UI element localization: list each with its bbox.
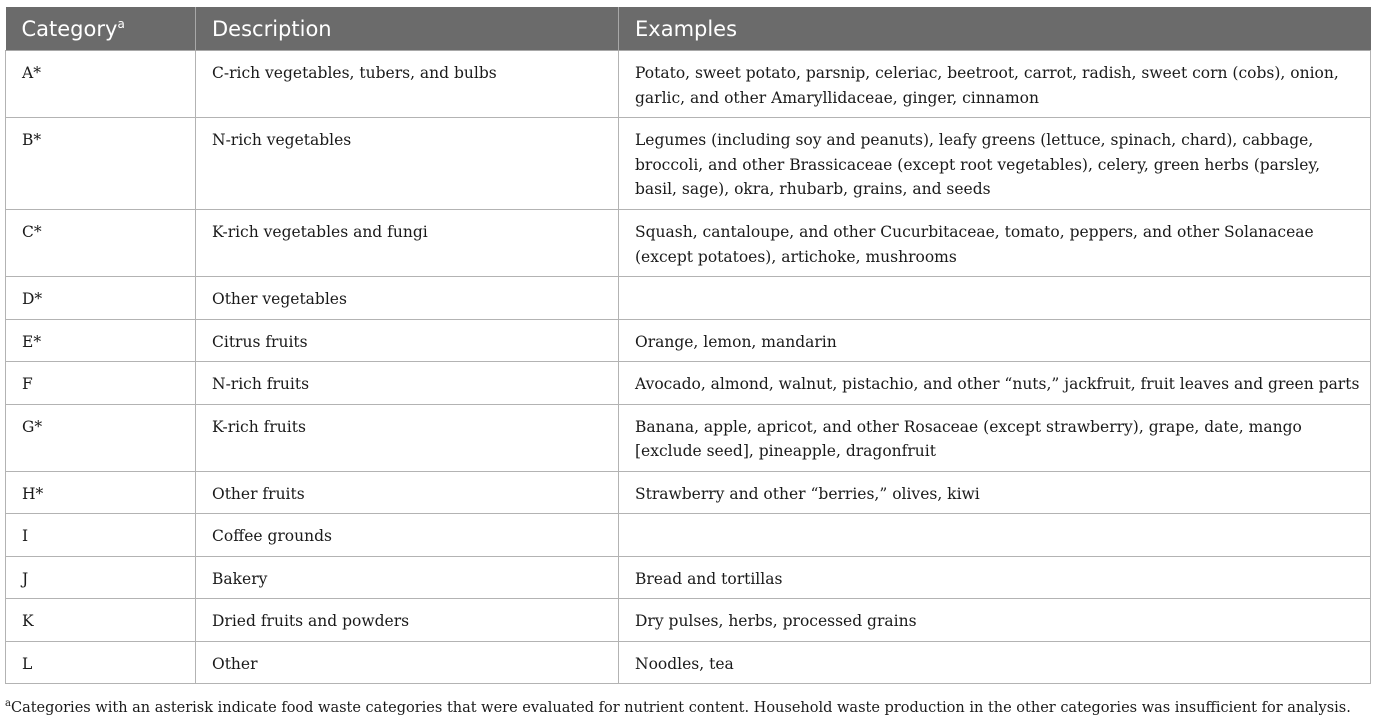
table-row	[6, 599, 1371, 642]
cell-category: F	[6, 362, 196, 405]
cell-description: C-rich vegetables, tubers, and bulbs	[196, 51, 619, 118]
cell-description: Bakery	[196, 556, 619, 599]
cell-examples	[619, 277, 1371, 320]
cell-examples: Noodles, tea	[619, 641, 1371, 684]
cell-description: Other vegetables	[196, 277, 619, 320]
cell-category: H*	[6, 471, 196, 514]
footnote-text: Categories with an asterisk indicate food waste categories that were evaluated for nutrient content. Household waste production in the other categories was insufficient for analysis.	[10, 700, 1351, 716]
header-category-label: Category	[21, 16, 118, 41]
cell-examples: Dry pulses, herbs, processed grains	[619, 599, 1371, 642]
header-category-footnote-marker: a	[117, 16, 125, 31]
cell-description: Other	[196, 641, 619, 684]
cell-description: N-rich fruits	[196, 362, 619, 405]
cell-description: Citrus fruits	[196, 319, 619, 362]
table-container	[5, 7, 1370, 684]
cell-description: K-rich fruits	[196, 404, 619, 471]
table-row	[6, 514, 1371, 557]
table-footnote	[5, 698, 1370, 718]
cell-examples: Orange, lemon, mandarin	[619, 319, 1371, 362]
cell-category: L	[6, 641, 196, 684]
cell-description: Dried fruits and powders	[196, 599, 619, 642]
cell-category: G*	[6, 404, 196, 471]
cell-description: Coffee grounds	[196, 514, 619, 557]
cell-examples: Banana, apple, apricot, and other Rosaceae (except strawberry), grape, date, mango [exclude seed], pineapple, dragonfruit	[619, 404, 1371, 471]
table-row	[6, 471, 1371, 514]
header-category	[6, 7, 196, 51]
table-row	[6, 118, 1371, 210]
table-row	[6, 277, 1371, 320]
footnote-marker: a	[5, 698, 11, 710]
cell-category: K	[6, 599, 196, 642]
table-row	[6, 362, 1371, 405]
table-row	[6, 556, 1371, 599]
cell-examples	[619, 514, 1371, 557]
cell-examples: Strawberry and other “berries,” olives, kiwi	[619, 471, 1371, 514]
cell-category: J	[6, 556, 196, 599]
table-header	[6, 7, 1371, 51]
cell-examples: Squash, cantaloupe, and other Cucurbitaceae, tomato, peppers, and other Solanaceae (except potatoes), artichoke, mushrooms	[619, 210, 1371, 277]
table-row	[6, 210, 1371, 277]
cell-description: N-rich vegetables	[196, 118, 619, 210]
table-row	[6, 51, 1371, 118]
cell-category: C*	[6, 210, 196, 277]
cell-category: I	[6, 514, 196, 557]
cell-category: D*	[6, 277, 196, 320]
cell-description: Other fruits	[196, 471, 619, 514]
cell-examples: Legumes (including soy and peanuts), leafy greens (lettuce, spinach, chard), cabbage, broccoli, and other Brassicaceae (except root vegetables), celery, green herbs (parsley, basil, sage), okra, rhubarb, grains, and seeds	[619, 118, 1371, 210]
cell-category: E*	[6, 319, 196, 362]
header-examples: Examples	[619, 7, 1371, 51]
cell-examples: Avocado, almond, walnut, pistachio, and other “nuts,” jackfruit, fruit leaves and green parts	[619, 362, 1371, 405]
cell-category: B*	[6, 118, 196, 210]
cell-description: K-rich vegetables and fungi	[196, 210, 619, 277]
cell-examples: Potato, sweet potato, parsnip, celeriac, beetroot, carrot, radish, sweet corn (cobs), onion, garlic, and other Amaryllidaceae, ginger, cinnamon	[619, 51, 1371, 118]
table-row	[6, 641, 1371, 684]
header-row	[6, 7, 1371, 51]
food-waste-category-table	[5, 7, 1371, 684]
header-description: Description	[196, 7, 619, 51]
cell-category: A*	[6, 51, 196, 118]
table-row	[6, 319, 1371, 362]
cell-examples: Bread and tortillas	[619, 556, 1371, 599]
table-body	[6, 51, 1371, 684]
table-row	[6, 404, 1371, 471]
